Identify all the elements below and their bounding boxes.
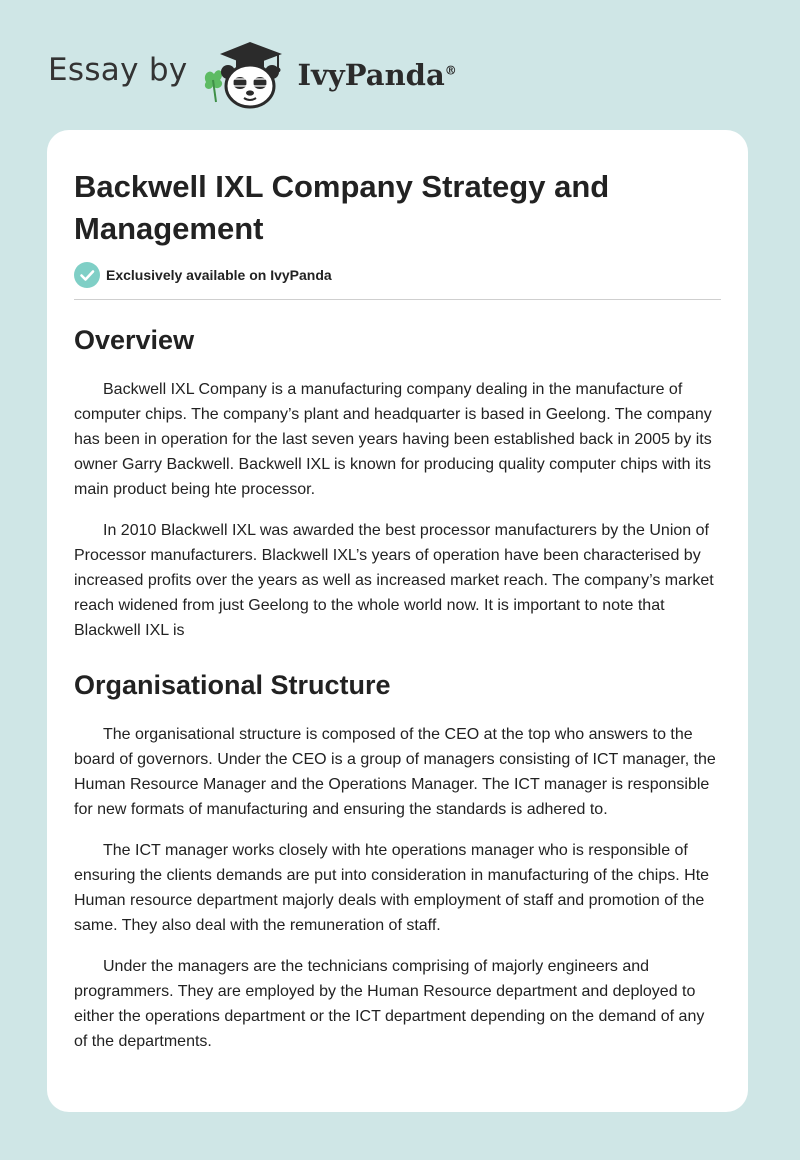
section-overview [74,323,721,643]
section-heading: Overview [74,325,195,355]
paragraph: The organisational structure is composed of the CEO at the top who answers to the board of governors. Under the CEO is a group of managers consisting of ICT manager, the Human Resource Manager and the Operations Manager. The ICT manager is responsible for new formats of manufacturing and ensuring the standards is adhered to. [74,726,716,818]
brand-name[interactable]: IvyPanda® [297,58,457,92]
exclusive-badge [74,262,721,288]
title-divider [74,299,721,300]
section-heading: Organisational Structure [74,670,391,700]
check-circle-icon [74,262,100,288]
site-header [48,36,457,110]
paragraph: Backwell IXL Company is a manufacturing company dealing in the manufacture of computer chips. The company’s plant and headquarter is based in Geelong. The company has been in operation for the last seven years having been established back in 2005 by its owner Garry Backwell. Backwell IXL is known for producing quality computer chips with its main product being hte processor. [74,381,712,498]
essay-card [47,130,748,1112]
paragraph: Under the managers are the technicians comprising of majorly engineers and programmers. They are employed by the Human Resource department and deployed to either the operations department or the ICT department depending on the demand of any of the departments. [74,958,705,1050]
exclusive-badge-text: Exclusively available on IvyPanda [106,267,332,283]
brand-prefix: Essay by [48,52,188,88]
paragraph: The ICT manager works closely with hte operations manager who is responsible of ensuring the clients demands are put into consideration in manufacturing of the chips. Hte Human resource department majorly deals with employment of staff and promotion of the same. They also deal with the remuneration of staff. [74,842,710,934]
essay-title: Backwell IXL Company Strategy and Management [74,169,610,246]
paragraph: In 2010 Blackwell IXL was awarded the best processor manufacturers by the Union of Processor manufacturers. Blackwell IXL’s years of operation have been characterised by increased profits over the years as well as increased market reach. The company’s market reach widened from just Geelong to the whole world now. It is important to note that Blackwell IXL is [74,522,714,639]
section-organisational-structure [74,668,721,1054]
registered-mark: ® [444,63,457,78]
panda-graduate-logo-icon[interactable] [200,36,292,110]
